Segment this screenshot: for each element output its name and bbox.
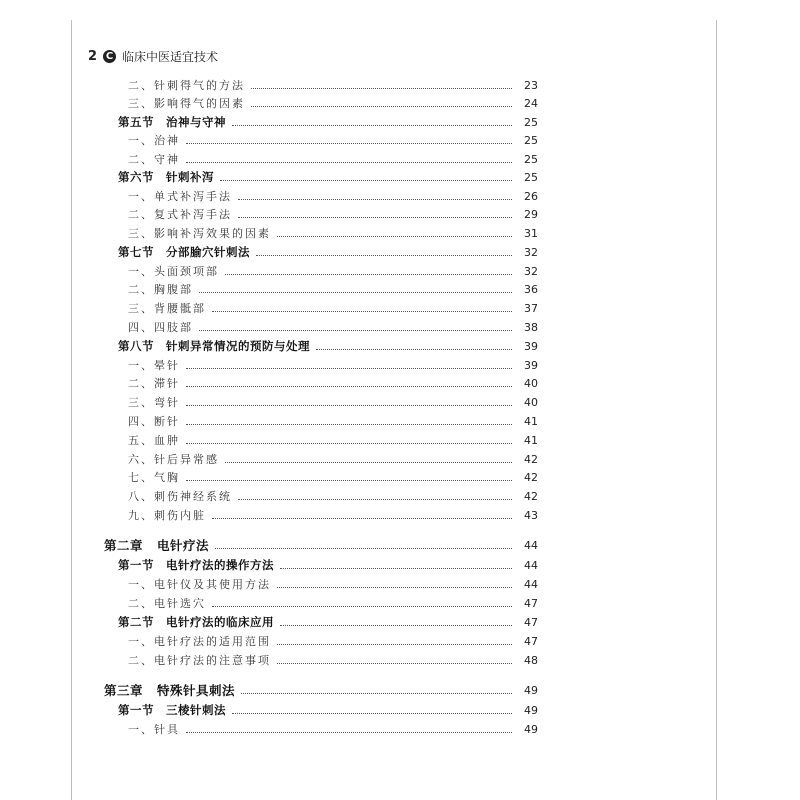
- dot-leader: [241, 693, 512, 694]
- toc-label: 一、头面颈项部: [128, 265, 219, 278]
- toc-label: [104, 536, 209, 554]
- toc-item[interactable]: [0, 720, 538, 738]
- toc-item[interactable]: [0, 487, 538, 505]
- toc-label: 三、背腰骶部: [128, 302, 206, 315]
- toc-page-number: 49: [524, 703, 538, 717]
- section-number: 第六节: [118, 170, 154, 184]
- section-number: 第二节: [118, 615, 154, 629]
- toc-item[interactable]: [0, 262, 538, 280]
- toc-item[interactable]: [0, 575, 538, 593]
- section-number: 第七节: [118, 245, 154, 259]
- toc-page-number: 42: [524, 470, 538, 484]
- toc-page-number: 40: [524, 395, 538, 409]
- toc-item[interactable]: [0, 299, 538, 317]
- toc-label: 六、针后异常感: [128, 453, 219, 466]
- toc-page-number: 47: [524, 634, 538, 648]
- toc-label: 二、电针疗法的注意事项: [128, 654, 271, 667]
- dot-leader: [277, 644, 512, 645]
- toc-page-number: 36: [524, 282, 538, 296]
- dot-leader: [280, 625, 512, 626]
- toc-page-number: 48: [524, 653, 538, 667]
- toc-page-number: 42: [524, 489, 538, 503]
- toc-page-number: 32: [524, 264, 538, 278]
- toc-page-number: 44: [524, 538, 538, 552]
- section-number: 第一节: [118, 703, 154, 717]
- dot-leader: [186, 732, 512, 733]
- toc-page-number: 25: [524, 115, 538, 129]
- toc-section[interactable]: [0, 613, 538, 631]
- toc-item[interactable]: [0, 450, 538, 468]
- section-title: 分部腧穴针刺法: [166, 245, 250, 259]
- dot-leader: [199, 330, 512, 331]
- toc-page-number: 32: [524, 245, 538, 259]
- toc-item[interactable]: [0, 131, 538, 149]
- toc-item[interactable]: [0, 187, 538, 205]
- toc-page-number: 25: [524, 133, 538, 147]
- toc-item[interactable]: [0, 468, 538, 486]
- chapter-number: 第二章: [104, 538, 144, 553]
- toc-page-number: 44: [524, 558, 538, 572]
- toc-label: 一、电针仪及其使用方法: [128, 578, 271, 591]
- toc-label: 二、电针选穴: [128, 597, 206, 610]
- dot-leader: [186, 386, 512, 387]
- dot-leader: [280, 568, 512, 569]
- toc-item[interactable]: [0, 94, 538, 112]
- toc-page-number: 44: [524, 577, 538, 591]
- toc-label: 二、滞针: [128, 377, 180, 390]
- toc-item[interactable]: [0, 318, 538, 336]
- toc-label: 一、晕针: [128, 359, 180, 372]
- dot-leader: [186, 480, 512, 481]
- toc-item[interactable]: [0, 280, 538, 298]
- toc-label: [118, 557, 274, 573]
- toc-label: [118, 114, 226, 130]
- toc-page-number: 26: [524, 189, 538, 203]
- toc-label: [118, 169, 214, 185]
- dot-leader: [277, 663, 512, 664]
- toc-item[interactable]: [0, 594, 538, 612]
- toc-section[interactable]: [0, 168, 538, 186]
- dot-leader: [212, 606, 512, 607]
- toc-page-number: 41: [524, 414, 538, 428]
- toc-label: 一、单式补泻手法: [128, 190, 232, 203]
- toc-page-number: 29: [524, 207, 538, 221]
- dot-leader: [186, 162, 512, 163]
- toc-item[interactable]: [0, 632, 538, 650]
- dot-leader: [215, 548, 512, 549]
- toc-page-number: 49: [524, 722, 538, 736]
- toc-page-number: 49: [524, 683, 538, 697]
- toc-label: 七、气胸: [128, 471, 180, 484]
- toc-item[interactable]: [0, 412, 538, 430]
- toc-item[interactable]: [0, 356, 538, 374]
- toc-page-number: 40: [524, 376, 538, 390]
- dot-leader: [186, 143, 512, 144]
- toc-label: 四、断针: [128, 415, 180, 428]
- toc-page-number: 37: [524, 301, 538, 315]
- chapter-title: 电针疗法: [157, 538, 210, 553]
- section-number: 第五节: [118, 115, 154, 129]
- dot-leader: [212, 518, 512, 519]
- section-number: 第八节: [118, 339, 154, 353]
- toc-page-number: 42: [524, 452, 538, 466]
- dot-leader: [186, 424, 512, 425]
- dot-leader: [316, 349, 512, 350]
- toc-item[interactable]: [0, 506, 538, 524]
- toc-label: [118, 244, 250, 260]
- toc-label: [118, 702, 226, 718]
- toc-label: 三、影响补泻效果的因素: [128, 227, 271, 240]
- toc-page-number: 47: [524, 596, 538, 610]
- dot-leader: [186, 443, 512, 444]
- toc-item[interactable]: [0, 651, 538, 669]
- dot-leader: [186, 368, 512, 369]
- toc-label: 一、电针疗法的适用范围: [128, 635, 271, 648]
- dot-leader: [251, 106, 512, 107]
- dot-leader: [225, 462, 512, 463]
- dot-leader: [232, 713, 512, 714]
- section-title: 治神与守神: [166, 115, 226, 129]
- toc-label: [118, 338, 310, 354]
- section-title: 三棱针刺法: [166, 703, 226, 717]
- toc-item[interactable]: [0, 205, 538, 223]
- toc-page-number: 23: [524, 78, 538, 92]
- page-number: 2: [88, 48, 98, 64]
- toc-item[interactable]: [0, 224, 538, 242]
- book-title: 临床中医适宜技术: [122, 49, 219, 64]
- toc-chapter[interactable]: [0, 536, 538, 554]
- toc-section[interactable]: [0, 243, 538, 261]
- toc-label: [104, 681, 235, 699]
- dot-leader: [238, 217, 512, 218]
- toc-item[interactable]: [0, 431, 538, 449]
- toc-page-number: 39: [524, 358, 538, 372]
- dot-leader: [199, 292, 512, 293]
- section-title: 针刺补泻: [166, 170, 214, 184]
- toc-item[interactable]: [0, 374, 538, 392]
- section-title: 针刺异常情况的预防与处理: [166, 339, 310, 353]
- toc-page-number: 41: [524, 433, 538, 447]
- toc-label: 二、胸腹部: [128, 283, 193, 296]
- dot-leader: [232, 125, 512, 126]
- dot-leader: [238, 499, 512, 500]
- dot-leader: [251, 88, 512, 89]
- toc-label: 二、复式补泻手法: [128, 208, 232, 221]
- dot-leader: [212, 311, 512, 312]
- toc-label: 一、针具: [128, 723, 180, 736]
- section-title: 电针疗法的操作方法: [166, 558, 274, 572]
- toc-item[interactable]: [0, 393, 538, 411]
- toc-label: 三、弯针: [128, 396, 180, 409]
- chapter-title: 特殊针具刺法: [157, 683, 236, 698]
- dot-leader: [277, 236, 512, 237]
- toc-page-number: 31: [524, 226, 538, 240]
- toc-label: 九、刺伤内脏: [128, 509, 206, 522]
- toc-label: 五、血肿: [128, 434, 180, 447]
- toc-chapter[interactable]: [0, 681, 538, 699]
- dot-leader: [186, 405, 512, 406]
- toc-label: 八、刺伤神经系统: [128, 490, 232, 503]
- toc-section[interactable]: [0, 556, 538, 574]
- toc-page-number: 24: [524, 96, 538, 110]
- toc-label: 三、影响得气的因素: [128, 97, 245, 110]
- dot-leader: [225, 274, 512, 275]
- toc-label: 一、治神: [128, 134, 180, 147]
- toc-label: 二、守神: [128, 153, 180, 166]
- toc-page-number: 38: [524, 320, 538, 334]
- toc-label: 四、四肢部: [128, 321, 193, 334]
- section-number: 第一节: [118, 558, 154, 572]
- toc-section[interactable]: [0, 701, 538, 719]
- toc-label: [118, 614, 274, 630]
- toc-page-number: 47: [524, 615, 538, 629]
- dot-leader: [238, 199, 512, 200]
- toc-item[interactable]: [0, 150, 538, 168]
- publisher-logo-icon: C: [103, 50, 116, 63]
- toc-section[interactable]: [0, 113, 538, 131]
- toc-label: 二、针刺得气的方法: [128, 79, 245, 92]
- toc-page-number: 25: [524, 170, 538, 184]
- toc-section[interactable]: [0, 337, 538, 355]
- toc-page-number: 25: [524, 152, 538, 166]
- toc-page-number: 39: [524, 339, 538, 353]
- section-title: 电针疗法的临床应用: [166, 615, 274, 629]
- toc-item[interactable]: [0, 76, 538, 94]
- toc-page-number: 43: [524, 508, 538, 522]
- dot-leader: [220, 180, 512, 181]
- chapter-number: 第三章: [104, 683, 144, 698]
- dot-leader: [256, 255, 512, 256]
- dot-leader: [277, 587, 512, 588]
